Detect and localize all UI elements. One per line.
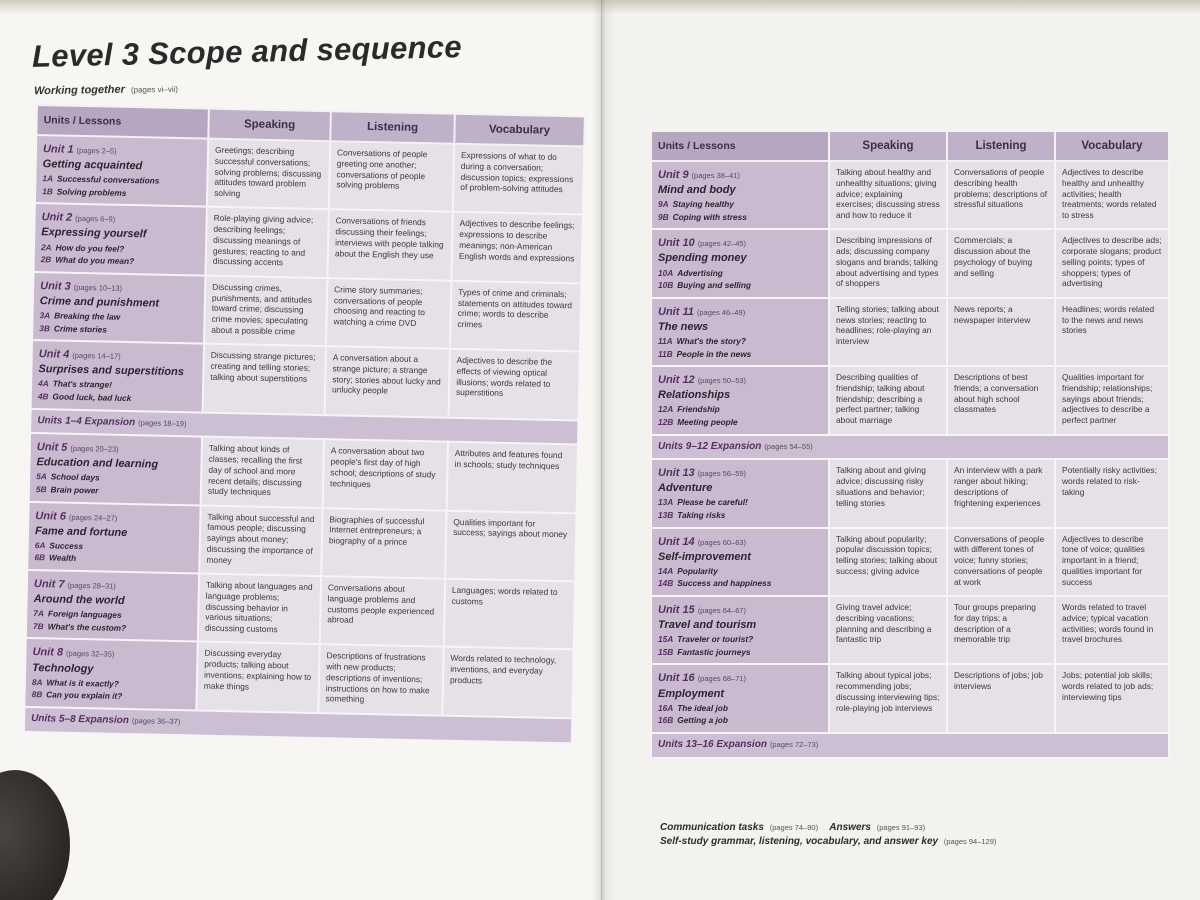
lesson-code: 5B (35, 484, 47, 495)
vocabulary-cell: Adjectives to describe tone of voice; qualities important in a friend; qualities important for success (1055, 528, 1169, 596)
lesson-item (658, 404, 822, 415)
listening-cell: Biographies of successful Internet entrepreneurs; a biography of a prince (321, 508, 446, 579)
unit-number: Unit 7 (33, 578, 65, 591)
lesson-item (658, 703, 822, 714)
lesson-code: 7B (32, 620, 44, 632)
lesson-code: 1B (42, 185, 53, 197)
unit-row (651, 528, 1169, 596)
unit-number: Unit 1 (42, 143, 74, 156)
unit-number: Unit 3 (40, 279, 71, 293)
unit-number: Unit 15 (658, 604, 695, 617)
unit-heading (658, 535, 822, 549)
lesson-code: 11A (658, 335, 673, 346)
speaking-cell: Talking about popularity; popular discussion topics; telling stories; talking about success; giving advice (829, 528, 947, 596)
lesson-name: Coping with stress (672, 211, 747, 222)
unit-row (29, 433, 578, 513)
lesson-item (35, 540, 193, 554)
unit-row (651, 366, 1169, 434)
unit-pages: (pages 38–41) (691, 171, 740, 180)
lesson-item (658, 715, 822, 726)
unit-row (651, 298, 1169, 366)
lesson-code: 12B (658, 416, 674, 427)
speaking-cell: Describing qualities of friendship; talking about friendship; describing a perfect partner; talking about marriage (829, 366, 947, 434)
listening-cell: Descriptions of frustrations with new products; descriptions of inventions; instructions on how to make something (318, 644, 443, 715)
unit-title: The news (658, 320, 709, 333)
expansion-label: Units 13–16 Expansion (658, 738, 767, 750)
speaking-cell: Discussing everyday products; talking about inventions; explaining how to make things (196, 642, 319, 713)
unit-heading (658, 373, 822, 387)
lesson-code: 9A (658, 199, 669, 210)
vocabulary-cell: Adjectives to describe ads; corporate slogans; product selling points; types of shoppers; types of advertising (1055, 229, 1169, 297)
self-study-pages: (pages 94–129) (943, 837, 997, 846)
lesson-name: Popularity (677, 565, 718, 576)
unit-title: Adventure (658, 482, 713, 495)
unit-cell (33, 203, 206, 275)
header-listening: Listening (330, 111, 455, 144)
listening-cell: Commercials; a discussion about the psychology of buying and selling (947, 229, 1055, 297)
lesson-name: That's strange! (52, 378, 112, 390)
header-vocabulary: Vocabulary (454, 114, 585, 147)
lesson-name: School days (50, 471, 100, 483)
lesson-code: 3A (39, 310, 51, 321)
lesson-item (658, 199, 822, 210)
left-table-body (24, 135, 584, 743)
unit-pages: (pages 20–23) (70, 444, 119, 455)
lesson-code: 13A (658, 497, 674, 508)
unit-cell (32, 272, 205, 344)
page-title: Level 3 Scope and sequence (31, 29, 463, 74)
unit-pages: (pages 32–35) (65, 649, 115, 660)
speaking-cell: Greetings; describing successful conversations; solving problems; discussing attitudes toward problem solving (207, 139, 330, 210)
unit-row (32, 272, 581, 352)
answers: Answers (829, 822, 871, 833)
lesson-code: 8B (31, 689, 43, 700)
expansion-label: Units 9–12 Expansion (658, 440, 762, 452)
unit-title: Relationships (658, 389, 731, 402)
lesson-name: The ideal job (677, 702, 728, 713)
listening-cell: Conversations of people describing health problems; descriptions of stressful situations (947, 161, 1055, 229)
lesson-code: 13B (658, 510, 674, 521)
unit-row (651, 229, 1169, 297)
lesson-code: 6B (34, 552, 46, 563)
lesson-item (658, 578, 822, 589)
vocabulary-cell: Expressions of what to do during a conversation; discussion topics; expressions of problem-solving attitudes (453, 144, 584, 215)
unit-heading (658, 603, 822, 617)
unit-cell (35, 135, 208, 207)
lesson-code: 16A (658, 702, 674, 713)
unit-title: Surprises and superstitions (38, 363, 185, 379)
unit-number: Unit 2 (41, 211, 73, 225)
lesson-code: 2A (40, 241, 52, 252)
unit-row (24, 638, 573, 718)
lesson-code: 9B (658, 211, 669, 222)
lesson-item (32, 677, 190, 691)
unit-number: Unit 6 (35, 509, 67, 523)
unit-title: Around the world (33, 593, 125, 608)
lesson-code: 16B (658, 715, 674, 726)
unit-row (35, 135, 584, 215)
listening-cell: Conversations about language problems and customs people experienced abroad (320, 576, 445, 647)
lesson-item (32, 689, 190, 703)
lesson-code: 7A (33, 608, 45, 619)
lesson-code: 4A (38, 378, 49, 389)
vocabulary-cell: Types of crime and criminals; statements on attitudes toward crime; words to describe crimes (450, 280, 581, 351)
unit-row (651, 459, 1169, 527)
self-study: Self-study grammar, listening, vocabulary, and answer key (660, 836, 939, 847)
unit-row (31, 340, 580, 420)
lesson-item (33, 621, 191, 635)
subtitle-text: Working together (33, 83, 125, 98)
lesson-name: Brain power (50, 484, 99, 496)
unit-number: Unit 16 (658, 672, 695, 685)
communication-pages: (pages 74–90) (769, 823, 819, 832)
lesson-code: 3B (39, 322, 51, 333)
unit-pages: (pages 46–49) (696, 307, 746, 317)
unit-number: Unit 13 (658, 467, 695, 480)
speaking-cell: Talking about successful and famous people; discussing sayings about money; discussing the importance of money (199, 505, 322, 576)
left-scope-table (23, 104, 586, 744)
unit-title: Getting acquainted (42, 158, 143, 173)
lesson-item (41, 254, 199, 268)
unit-title: Employment (658, 687, 725, 700)
unit-title: Crime and punishment (39, 294, 160, 310)
lesson-code: 15A (658, 634, 674, 645)
speaking-cell: Describing impressions of ads; discussing company slogans and brands; talking about advertising and types of shoppers (829, 229, 947, 297)
lesson-item (658, 212, 822, 223)
listening-cell: An interview with a park ranger about hiking; descriptions of frightening experiences (947, 459, 1055, 527)
unit-cell (651, 229, 829, 297)
header-units: Units / Lessons (36, 105, 209, 139)
lesson-name: What's the custom? (47, 621, 127, 633)
listening-cell: Conversations of people with different tones of voice; funny stories; conversations of people at work (947, 528, 1055, 596)
expansion-row (651, 733, 1169, 758)
lesson-name: Getting a job (677, 715, 728, 726)
speaking-cell: Talking about healthy and unhealthy situations; giving advice; explaining exercises; discussing stress and how to reduce it (829, 161, 947, 229)
lesson-item (658, 336, 822, 347)
unit-row (651, 596, 1169, 664)
unit-cell (651, 596, 829, 664)
unit-cell (651, 298, 829, 366)
lesson-code: 15B (658, 646, 674, 657)
lesson-item (38, 378, 196, 392)
expansion-label: Units 1–4 Expansion (37, 414, 136, 428)
lesson-name: What's the story? (676, 335, 746, 346)
expansion-pages: (pages 18–19) (138, 417, 187, 428)
listening-cell: Tour groups preparing for day trips; a description of a memorable trip (947, 596, 1055, 664)
lesson-item (42, 186, 200, 200)
listening-cell: Crime story summaries; conversations of people choosing and reacting to watching a crime DVD (326, 278, 451, 349)
unit-cell (651, 366, 829, 434)
expansion-cell (651, 435, 1169, 460)
lesson-name: Good luck, bad luck (52, 391, 132, 403)
lesson-code: 10B (658, 280, 674, 291)
lesson-item (658, 417, 822, 428)
thumb-shadow (0, 770, 70, 900)
answers-pages: (pages 91–93) (876, 823, 926, 832)
lesson-name: Fantastic journeys (677, 646, 751, 657)
right-scope-table (650, 130, 1170, 759)
unit-pages: (pages 2–5) (76, 145, 117, 156)
lesson-code: 14A (658, 565, 674, 576)
unit-pages: (pages 68–71) (697, 674, 747, 684)
unit-row (27, 502, 576, 582)
unit-row (651, 161, 1169, 229)
header-listening: Listening (947, 131, 1055, 161)
vocabulary-cell: Qualities important for success; sayings about money (445, 510, 576, 581)
page-subtitle (34, 83, 178, 98)
lesson-code: 14B (658, 578, 674, 589)
lesson-item (38, 391, 196, 405)
listening-cell: News reports; a newspaper interview (947, 298, 1055, 366)
unit-cell (29, 433, 202, 505)
vocabulary-cell: Words related to travel advice; typical vacation activities; words found in travel brochures (1055, 596, 1169, 664)
lesson-name: What do you mean? (55, 254, 135, 267)
lesson-name: People in the news (676, 348, 752, 359)
footer-line-2 (660, 836, 996, 847)
lesson-item (34, 553, 192, 567)
subtitle-pages: (pages vi–vii) (130, 84, 179, 95)
lesson-code: 10A (658, 267, 674, 278)
speaking-cell: Talking about and giving advice; discussing risky situations and behavior; telling stories (829, 459, 947, 527)
lesson-name: Solving problems (56, 186, 127, 198)
lesson-item (658, 349, 822, 360)
unit-number: Unit 9 (658, 169, 689, 181)
unit-pages: (pages 10–13) (73, 282, 123, 293)
vocabulary-cell: Words related to technology, inventions, and everyday products (442, 647, 573, 718)
vocabulary-cell: Jobs; potential job skills; words related to job ads; interviewing tips (1055, 664, 1169, 732)
speaking-cell: Telling stories; talking about news stories; reacting to headlines; role-playing an interview (829, 298, 947, 366)
unit-cell (31, 340, 204, 412)
lesson-item (658, 268, 822, 279)
listening-cell: A conversation about a strange picture; a strange story; stories about lucky and unlucky people (325, 346, 450, 417)
vocabulary-cell: Adjectives to describe the effects of viewing optical illusions; words related to superstitions (449, 349, 580, 420)
unit-cell (651, 161, 829, 229)
speaking-cell: Giving travel advice; describing vacations; planning and describing a fantastic trip (829, 596, 947, 664)
vocabulary-cell: Adjectives to describe feelings; expressions to describe meanings; non-American English words and expressions (451, 212, 582, 283)
unit-cell (651, 664, 829, 732)
vocabulary-cell: Attributes and features found in schools; study techniques (447, 442, 578, 513)
unit-heading (658, 168, 822, 182)
communication-tasks: Communication tasks (660, 822, 764, 833)
unit-heading (658, 671, 822, 685)
lesson-item (658, 634, 822, 645)
speaking-cell: Role-playing giving advice; describing feelings; discussing meanings of gestures; reacting to and discussing accents (205, 207, 328, 278)
speaking-cell: Discussing crimes, punishments, and attitudes toward crime; discussing crime movies; speculating about a possible crime (204, 275, 327, 346)
lesson-name: Success (49, 540, 84, 551)
unit-title: Travel and tourism (658, 619, 757, 632)
unit-pages: (pages 42–45) (697, 239, 747, 249)
expansion-pages: (pages 54–55) (764, 441, 813, 451)
unit-number: Unit 14 (658, 535, 695, 548)
table-header-row (651, 131, 1169, 161)
header-speaking: Speaking (208, 109, 331, 142)
lesson-name: Taking risks (677, 510, 726, 521)
lesson-name: Crime stories (53, 322, 108, 335)
unit-title: Spending money (658, 252, 747, 265)
lesson-item (658, 647, 822, 658)
expansion-label: Units 5–8 Expansion (31, 712, 130, 726)
unit-pages: (pages 50–53) (697, 376, 747, 386)
right-table-body (651, 161, 1169, 758)
unit-number: Unit 5 (36, 441, 68, 455)
lesson-name: Foreign languages (47, 608, 122, 621)
lesson-name: Success and happiness (677, 578, 772, 589)
lesson-item (658, 566, 822, 577)
unit-title: Fame and fortune (34, 524, 128, 539)
lesson-name: How do you feel? (55, 241, 125, 254)
vocabulary-cell: Headlines; words related to the news and news stories (1055, 298, 1169, 366)
vocabulary-cell: Languages; words related to customs (444, 579, 575, 650)
lesson-code: 11B (658, 348, 673, 359)
lesson-item (36, 472, 194, 486)
listening-cell: Descriptions of jobs; job interviews (947, 664, 1055, 732)
expansion-row (651, 435, 1169, 460)
unit-title: Mind and body (658, 184, 736, 197)
book-gutter (592, 0, 614, 900)
unit-number: Unit 12 (658, 374, 695, 387)
lesson-code: 12A (658, 404, 674, 415)
unit-pages: (pages 64–67) (697, 606, 747, 616)
lesson-name: Meeting people (677, 416, 738, 427)
vocabulary-cell: Adjectives to describe healthy and unhealthy activities; health treatments; words related to stress (1055, 161, 1169, 229)
lesson-item (36, 484, 194, 498)
header-units: Units / Lessons (651, 131, 829, 161)
lesson-name: Breaking the law (54, 310, 121, 322)
unit-pages: (pages 6–9) (75, 214, 116, 225)
unit-pages: (pages 60–63) (697, 537, 747, 547)
lesson-name: Please be careful! (677, 497, 748, 508)
unit-number: Unit 11 (658, 305, 694, 318)
lesson-name: Friendship (677, 404, 720, 415)
expansion-pages: (pages 36–37) (131, 715, 181, 726)
unit-pages: (pages 24–27) (68, 512, 118, 523)
listening-cell: Descriptions of best friends; a conversation about high school classmates (947, 366, 1055, 434)
lesson-name: Staying healthy (672, 199, 734, 210)
unit-heading (658, 236, 822, 250)
unit-title: Expressing yourself (41, 226, 147, 241)
lesson-name: What is it exactly? (46, 676, 119, 689)
unit-pages: (pages 56–59) (697, 469, 747, 479)
speaking-cell: Discussing strange pictures; creating and telling stories; talking about superstitions (203, 344, 326, 415)
lesson-code: 6A (34, 539, 46, 551)
unit-cell (651, 528, 829, 596)
lesson-name: Advertising (677, 267, 723, 278)
unit-number: Unit 8 (32, 646, 64, 660)
unit-cell (24, 638, 197, 710)
speaking-cell: Talking about kinds of classes; recalling the first day of school and more recent details; discussing study techniques (201, 437, 324, 508)
lesson-item (658, 510, 822, 521)
lesson-item (39, 323, 197, 337)
lesson-item (41, 242, 199, 256)
lesson-name: Successful conversations (56, 173, 160, 186)
unit-heading (658, 466, 822, 480)
footer-line-1 (660, 822, 925, 833)
lesson-item (33, 608, 191, 622)
lesson-code: 1A (42, 173, 54, 184)
expansion-pages: (pages 72–73) (769, 739, 819, 749)
lesson-item (658, 280, 822, 291)
lesson-name: Buying and selling (677, 280, 751, 291)
header-vocabulary: Vocabulary (1055, 131, 1169, 161)
listening-cell: A conversation about two people's first day of high school; descriptions of study techniques (323, 439, 448, 510)
lesson-item (42, 173, 200, 187)
unit-title: Self-improvement (658, 550, 751, 563)
unit-number: Unit 10 (658, 237, 695, 250)
unit-heading (658, 305, 822, 319)
listening-cell: Conversations of friends discussing their feelings; interviews with people talking about the English they use (327, 210, 452, 281)
lesson-name: Wealth (49, 552, 77, 564)
header-speaking: Speaking (829, 131, 947, 161)
unit-title: Education and learning (36, 456, 159, 472)
listening-cell: Conversations of people greeting one another; conversations of people solving problems (329, 141, 454, 212)
lesson-item (658, 497, 822, 508)
lesson-code: 8A (31, 676, 43, 687)
lesson-code: 4B (37, 390, 49, 402)
lesson-code: 5A (36, 471, 47, 482)
unit-cell (27, 502, 200, 574)
vocabulary-cell: Qualities important for friendship; relationships; sayings about friends; adjectives to describe a perfect partner (1055, 366, 1169, 434)
expansion-cell (651, 733, 1169, 758)
lesson-name: Can you explain it? (46, 689, 123, 702)
unit-pages: (pages 14–17) (72, 350, 121, 361)
unit-pages: (pages 28–31) (67, 580, 116, 591)
unit-row (33, 203, 582, 283)
unit-title: Technology (32, 661, 94, 675)
lesson-item (39, 310, 197, 324)
lesson-name: Traveler or tourist? (677, 634, 754, 645)
speaking-cell: Talking about typical jobs; recommending jobs; discussing interviewing tips; role-playing job interviews (829, 664, 947, 732)
unit-cell (651, 459, 829, 527)
unit-cell (26, 570, 199, 642)
lesson-code: 2B (40, 254, 52, 265)
speaking-cell: Talking about languages and language problems; discussing behavior in various situations; discussing customs (198, 574, 321, 645)
unit-row (651, 664, 1169, 732)
page-edge-shadow (0, 0, 1200, 14)
unit-row (26, 570, 575, 650)
vocabulary-cell: Potentially risky activities; words related to risk-taking (1055, 459, 1169, 527)
unit-number: Unit 4 (38, 348, 70, 361)
